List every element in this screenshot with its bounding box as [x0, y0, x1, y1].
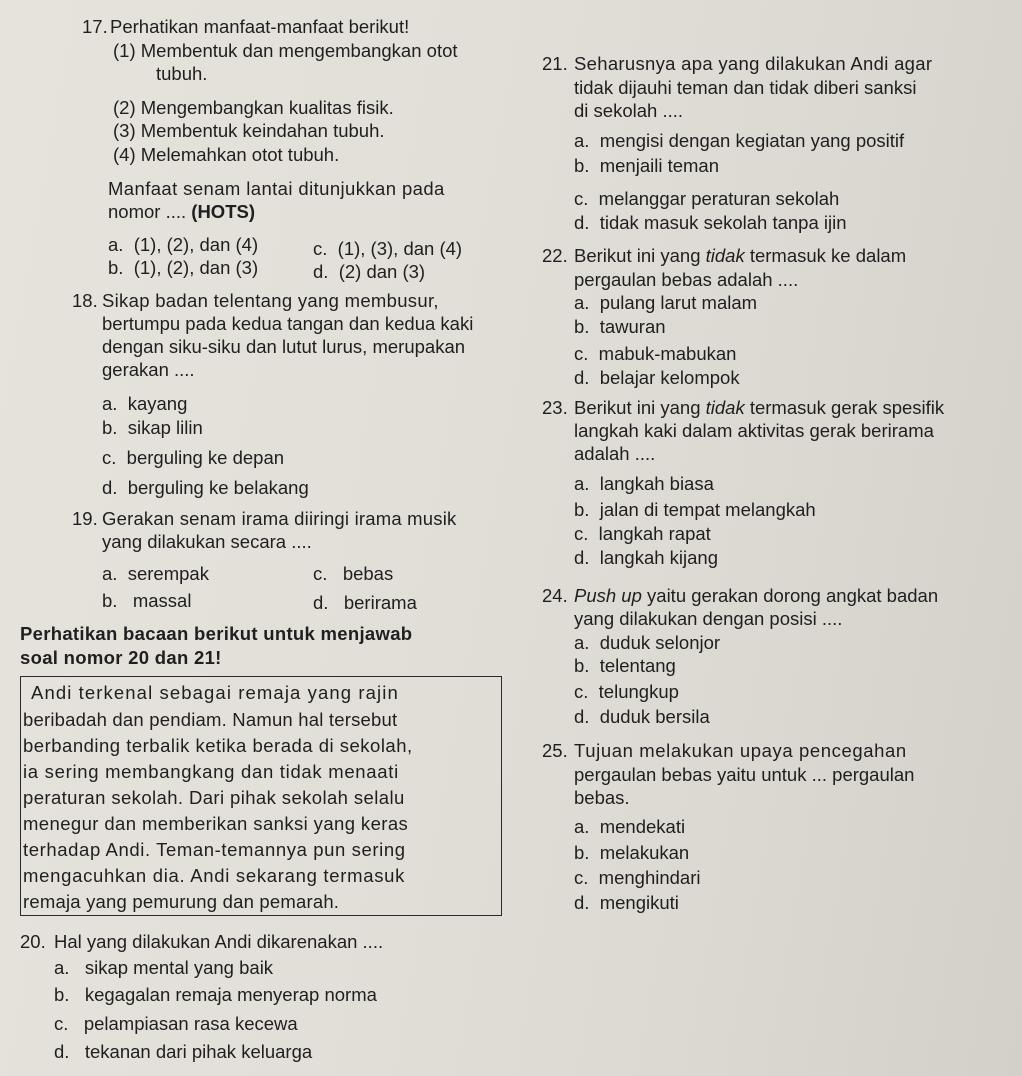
q25-option-c-letter: c.: [574, 867, 589, 888]
q22-option-c-letter: c.: [574, 343, 589, 364]
q17-item-3: (3) Membentuk keindahan tubuh.: [113, 120, 385, 141]
q22-line-1-pre: Berikut ini yang: [574, 245, 706, 266]
passage-line-7: terhadap Andi. Teman-temannya pun sering: [23, 839, 406, 860]
q18-option-a-letter: a.: [102, 393, 118, 414]
q17-option-a-letter: a.: [108, 234, 124, 255]
q23-line-3: adalah ....: [574, 443, 656, 464]
q21-option-c[interactable]: [574, 187, 839, 211]
q17-intro: Perhatikan manfaat-manfaat berikut!: [110, 16, 410, 37]
q19-option-b-text: massal: [132, 590, 192, 611]
passage-line-2: beribadah dan pendiam. Namun hal tersebut: [23, 709, 398, 730]
q17-option-b[interactable]: [108, 256, 258, 280]
q24-option-d-text: duduk bersila: [599, 706, 710, 727]
q20-option-a[interactable]: [54, 956, 273, 980]
q25-number: 25.: [542, 740, 568, 761]
q23-line-1: [574, 396, 944, 420]
q23-line-1-post: termasuk gerak spesifik: [744, 397, 945, 418]
q21-option-a-text: mengisi dengan kegiatan yang positif: [599, 130, 905, 151]
q19-option-c-letter: c.: [313, 563, 328, 584]
q25-option-a[interactable]: [574, 815, 685, 839]
passage-line-1: Andi terkenal sebagai remaja yang rajin: [31, 682, 399, 703]
q22-option-c-text: mabuk-mabukan: [598, 343, 737, 364]
reading-passage-box: [20, 676, 502, 916]
q24-option-a-letter: a.: [574, 632, 590, 653]
q22-line-1: [574, 244, 906, 268]
q19-option-a-text: serempak: [127, 563, 209, 584]
q21-option-b-text: menjaili teman: [599, 155, 719, 176]
q19-option-d-letter: d.: [313, 592, 329, 613]
q25-option-d-letter: d.: [574, 892, 590, 913]
q25-line-3: bebas.: [574, 787, 630, 808]
passage-line-5: peraturan sekolah. Dari pihak sekolah selalu: [23, 787, 405, 808]
q25-line-2: pergaulan bebas yaitu untuk ... pergaulan: [574, 764, 915, 785]
q24-option-b-text: telentang: [599, 655, 676, 676]
q20-option-c-text: pelampiasan rasa kecewa: [83, 1013, 298, 1034]
q20-number: 20.: [20, 931, 46, 952]
q18-option-b[interactable]: [102, 416, 203, 440]
q20-option-c-letter: c.: [54, 1013, 69, 1034]
q18-line-4: gerakan ....: [102, 359, 195, 380]
q24-line-1: [574, 584, 938, 608]
q18-option-a-text: kayang: [127, 393, 188, 414]
q17-item-1-cont: tubuh.: [156, 63, 208, 84]
q17-option-a-text: (1), (2), dan (4): [133, 234, 259, 255]
q22-option-b[interactable]: [574, 315, 666, 339]
q19-number: 19.: [72, 508, 98, 529]
q24-line-1-italic: Push up: [574, 585, 642, 606]
q22-option-d[interactable]: [574, 366, 740, 390]
q17-option-d[interactable]: [313, 260, 425, 284]
q20-option-b-text: kegagalan remaja menyerap norma: [84, 984, 377, 1005]
q23-option-b[interactable]: [574, 498, 816, 522]
q19-option-d[interactable]: [313, 591, 417, 615]
passage-line-3: berbanding terbalik ketika berada di sekolah,: [23, 735, 413, 756]
q17-option-c-letter: c.: [313, 238, 328, 259]
q23-option-c-text: langkah rapat: [598, 523, 711, 544]
q24-option-c-letter: c.: [574, 681, 589, 702]
q22-option-c[interactable]: [574, 342, 736, 366]
q24-number: 24.: [542, 585, 568, 606]
q18-option-d-letter: d.: [102, 477, 118, 498]
q20-option-a-text: sikap mental yang baik: [84, 957, 274, 978]
passage-line-9: remaja yang pemurung dan pemarah.: [23, 891, 340, 912]
q23-option-d-letter: d.: [574, 547, 590, 568]
q17-option-b-letter: b.: [108, 257, 124, 278]
q25-option-c-text: menghindari: [598, 867, 701, 888]
q17-option-d-letter: d.: [313, 261, 329, 282]
q23-option-b-text: jalan di tempat melangkah: [599, 499, 816, 520]
q18-line-1: Sikap badan telentang yang membusur,: [102, 290, 439, 311]
q19-option-b-letter: b.: [102, 590, 118, 611]
q22-option-b-text: tawuran: [599, 316, 666, 337]
q17-item-1: (1) Membentuk dan mengembangkan otot: [113, 40, 458, 61]
reading-instruction-2: soal nomor 20 dan 21!: [20, 647, 222, 668]
q19-option-c[interactable]: [313, 562, 393, 586]
passage-line-4: ia sering membangkang dan tidak menaati: [23, 761, 399, 782]
q18-line-3: dengan siku-siku dan lutut lurus, merupakan: [102, 336, 466, 357]
q21-option-b-letter: b.: [574, 155, 590, 176]
q20-option-c[interactable]: [54, 1012, 298, 1036]
passage-line-8: mengacuhkan dia. Andi sekarang termasuk: [23, 865, 406, 886]
q20-option-b[interactable]: [54, 983, 377, 1007]
q17-stem-2-text: nomor ....: [108, 201, 192, 222]
q22-option-d-text: belajar kelompok: [599, 367, 740, 388]
q21-option-d-text: tidak masuk sekolah tanpa ijin: [599, 212, 847, 233]
q17-option-c-text: (1), (3), dan (4): [337, 238, 463, 259]
q23-option-d[interactable]: [574, 546, 718, 570]
q17-option-c[interactable]: [313, 237, 462, 261]
q18-option-d[interactable]: [102, 476, 309, 500]
q19-option-c-text: bebas: [342, 563, 394, 584]
q25-line-1: Tujuan melakukan upaya pencegahan: [574, 740, 907, 761]
q17-option-a[interactable]: [108, 233, 258, 257]
q24-option-c[interactable]: [574, 680, 679, 704]
q21-option-b[interactable]: [574, 154, 719, 178]
q25-option-c[interactable]: [574, 866, 701, 890]
q17-option-d-text: (2) dan (3): [338, 261, 426, 282]
q24-option-d-letter: d.: [574, 706, 590, 727]
q17-number: 17.: [82, 16, 108, 37]
q25-option-d-text: mengikuti: [599, 892, 679, 913]
q19-option-a[interactable]: [102, 562, 209, 586]
passage-line-6: menegur dan memberikan sanksi yang keras: [23, 813, 409, 834]
q25-option-b-letter: b.: [574, 842, 590, 863]
q23-number: 23.: [542, 397, 568, 418]
q23-option-c[interactable]: [574, 522, 711, 546]
q17-stem-2: [108, 200, 255, 224]
q25-option-a-text: mendekati: [599, 816, 686, 837]
q17-item-2: (2) Mengembangkan kualitas fisik.: [113, 97, 394, 118]
q24-line-2: yang dilakukan dengan posisi ....: [574, 608, 843, 629]
q25-option-d[interactable]: [574, 891, 679, 915]
q25-option-b-text: melakukan: [599, 842, 690, 863]
q18-option-b-text: sikap lilin: [127, 417, 203, 438]
q20-option-d[interactable]: [54, 1040, 312, 1064]
q21-line-1: Seharusnya apa yang dilakukan Andi agar: [574, 53, 933, 74]
q18-option-d-text: berguling ke belakang: [127, 477, 309, 498]
q19-option-b[interactable]: [102, 589, 191, 613]
q23-option-c-letter: c.: [574, 523, 589, 544]
q24-option-d[interactable]: [574, 705, 710, 729]
q24-line-1-post: yaitu gerakan dorong angkat badan: [641, 585, 939, 606]
q23-option-a-letter: a.: [574, 473, 590, 494]
q21-option-a[interactable]: [574, 129, 904, 153]
q17-option-b-text: (1), (2), dan (3): [133, 257, 259, 278]
q21-option-d-letter: d.: [574, 212, 590, 233]
q25-option-b[interactable]: [574, 841, 689, 865]
q20-option-d-text: tekanan dari pihak keluarga: [84, 1041, 313, 1062]
q20-option-d-letter: d.: [54, 1041, 70, 1062]
q25-option-a-letter: a.: [574, 816, 590, 837]
q23-option-b-letter: b.: [574, 499, 590, 520]
q18-option-a[interactable]: [102, 392, 187, 416]
q21-option-c-letter: c.: [574, 188, 589, 209]
q24-option-c-text: telungkup: [598, 681, 679, 702]
q21-number: 21.: [542, 53, 568, 74]
q22-option-a-letter: a.: [574, 292, 590, 313]
q23-option-d-text: langkah kijang: [599, 547, 718, 568]
q22-option-a[interactable]: [574, 291, 757, 315]
q18-option-b-letter: b.: [102, 417, 118, 438]
q24-option-a[interactable]: [574, 631, 720, 655]
q23-line-2: langkah kaki dalam aktivitas gerak berirama: [574, 420, 934, 441]
q18-option-c-text: berguling ke depan: [126, 447, 285, 468]
q22-option-a-text: pulang larut malam: [599, 292, 758, 313]
q21-option-d[interactable]: [574, 211, 847, 235]
q23-line-1-italic: tidak: [705, 397, 745, 418]
q20-option-b-letter: b.: [54, 984, 70, 1005]
q19-option-d-text: berirama: [343, 592, 417, 613]
q18-line-2: bertumpu pada kedua tangan dan kedua kaki: [102, 313, 474, 334]
q23-line-1-pre: Berikut ini yang: [574, 397, 706, 418]
q23-option-a-text: langkah biasa: [599, 473, 714, 494]
q19-option-a-letter: a.: [102, 563, 118, 584]
q19-line-1: Gerakan senam irama diiringi irama musik: [102, 508, 457, 529]
q18-option-c[interactable]: [102, 446, 284, 470]
q22-line-1-italic: tidak: [705, 245, 745, 266]
q20-stem: Hal yang dilakukan Andi dikarenakan ....: [54, 931, 384, 952]
q19-line-2: yang dilakukan secara ....: [102, 531, 312, 552]
q22-option-b-letter: b.: [574, 316, 590, 337]
q22-line-2: pergaulan bebas adalah ....: [574, 269, 799, 290]
q22-number: 22.: [542, 245, 568, 266]
q24-option-b[interactable]: [574, 654, 676, 678]
reading-instruction-1: Perhatikan bacaan berikut untuk menjawab: [20, 623, 413, 644]
q18-number: 18.: [72, 290, 98, 311]
q21-line-2: tidak dijauhi teman dan tidak diberi sanksi: [574, 77, 917, 98]
q24-option-a-text: duduk selonjor: [599, 632, 721, 653]
q21-option-a-letter: a.: [574, 130, 590, 151]
q17-item-4: (4) Melemahkan otot tubuh.: [113, 144, 340, 165]
q18-option-c-letter: c.: [102, 447, 117, 468]
q22-line-1-post: termasuk ke dalam: [744, 245, 907, 266]
q24-option-b-letter: b.: [574, 655, 590, 676]
q22-option-d-letter: d.: [574, 367, 590, 388]
q21-line-3: di sekolah ....: [574, 100, 684, 121]
q21-option-c-text: melanggar peraturan sekolah: [598, 188, 840, 209]
q20-option-a-letter: a.: [54, 957, 70, 978]
q23-option-a[interactable]: [574, 472, 714, 496]
q17-hots-badge: (HOTS): [191, 201, 255, 222]
q17-stem-1: Manfaat senam lantai ditunjukkan pada: [108, 178, 445, 199]
